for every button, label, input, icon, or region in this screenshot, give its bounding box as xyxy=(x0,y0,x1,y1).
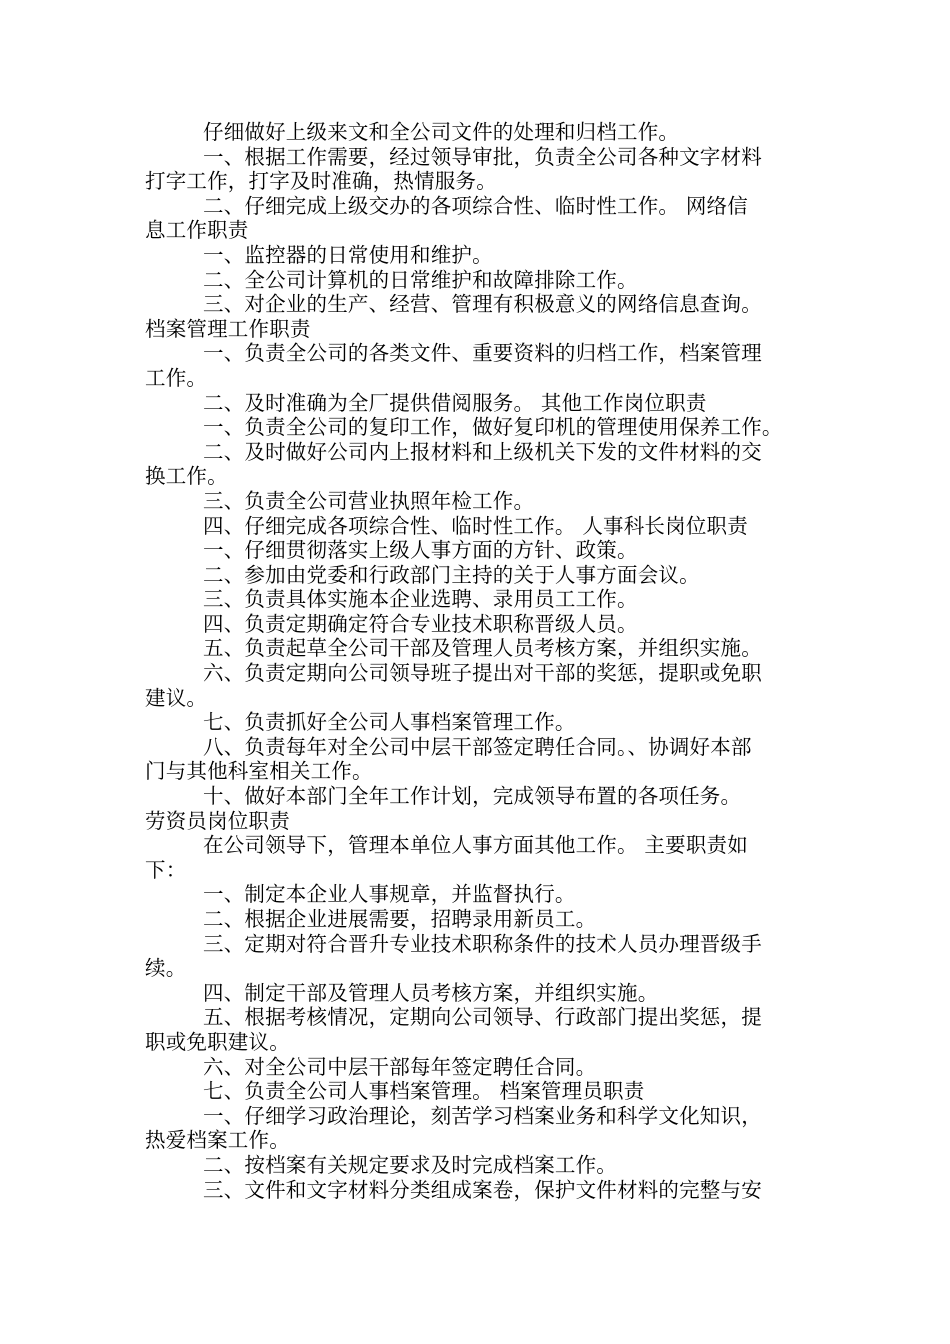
text-line: 七、负责抓好全公司人事档案管理工作。 xyxy=(203,710,576,735)
text-line: 四、仔细完成各项综合性、临时性工作。 人事科长岗位职责 xyxy=(203,513,748,538)
text-line: 二、及时做好公司内上报材料和上级机关下发的文件材料的交 xyxy=(203,439,762,464)
text-line: 八、负责每年对全公司中层干部签定聘任合同。、协调好本部 xyxy=(203,734,752,759)
text-line: 换工作。 xyxy=(145,464,228,489)
text-line: 三、负责具体实施本企业选聘、录用员工工作。 xyxy=(203,587,638,612)
text-line: 一、负责全公司的各类文件、重要资料的归档工作，档案管理 xyxy=(203,341,762,366)
text-line: 六、负责定期向公司领导班子提出对干部的奖惩，提职或免职 xyxy=(203,661,762,686)
text-line: 一、制定本企业人事规章，并监督执行。 xyxy=(203,882,576,907)
text-line: 四、制定干部及管理人员考核方案，并组织实施。 xyxy=(203,980,659,1005)
text-line: 一、仔细贯彻落实上级人事方面的方针、政策。 xyxy=(203,538,638,563)
text-line: 下： xyxy=(145,857,187,882)
text-line: 一、仔细学习政治理论，刻苦学习档案业务和科学文化知识， xyxy=(203,1103,762,1128)
text-line: 一、监控器的日常使用和维护。 xyxy=(203,242,493,267)
text-line: 一、根据工作需要，经过领导审批，负责全公司各种文字材料 xyxy=(203,144,762,169)
text-line: 档案管理工作职责 xyxy=(145,316,311,341)
text-line: 建议。 xyxy=(145,685,208,710)
text-line: 三、文件和文字材料分类组成案卷，保护文件材料的完整与安 xyxy=(203,1177,762,1202)
text-line: 三、对企业的生产、经营、管理有积极意义的网络信息查询。 xyxy=(203,292,762,317)
text-line: 职或免职建议。 xyxy=(145,1029,290,1054)
text-line: 二、全公司计算机的日常维护和故障排除工作。 xyxy=(203,267,638,292)
text-line: 息工作职责 xyxy=(145,218,249,243)
text-line: 五、根据考核情况，定期向公司领导、行政部门提出奖惩，提 xyxy=(203,1005,762,1030)
text-line: 仔细做好上级来文和全公司文件的处理和归档工作。 xyxy=(203,120,680,144)
text-line: 二、仔细完成上级交办的各项综合性、临时性工作。 网络信 xyxy=(203,193,748,218)
text-line: 劳资员岗位职责 xyxy=(145,808,290,833)
text-line: 四、负责定期确定符合专业技术职称晋级人员。 xyxy=(203,611,638,636)
text-line: 十、做好本部门全年工作计划，完成领导布置的各项任务。 xyxy=(203,784,742,809)
text-line: 七、负责全公司人事档案管理。 档案管理员职责 xyxy=(203,1079,645,1104)
text-line: 二、按档案有关规定要求及时完成档案工作。 xyxy=(203,1152,617,1177)
text-line: 二、及时准确为全厂提供借阅服务。 其他工作岗位职责 xyxy=(203,390,707,415)
text-line: 在公司领导下，管理本单位人事方面其他工作。 主要职责如 xyxy=(203,833,748,858)
text-line: 续。 xyxy=(145,956,187,981)
text-line: 打字工作，打字及时准确，热情服务。 xyxy=(145,169,497,194)
text-line: 一、负责全公司的复印工作，做好复印机的管理使用保养工作。 xyxy=(203,415,783,440)
text-line: 门与其他科室相关工作。 xyxy=(145,759,373,784)
text-line: 二、根据企业进展需要，招聘录用新员工。 xyxy=(203,907,597,931)
document-body xyxy=(145,120,817,1202)
text-line: 六、对全公司中层干部每年签定聘任合同。 xyxy=(203,1054,597,1079)
text-line: 五、负责起草全公司干部及管理人员考核方案，并组织实施。 xyxy=(203,636,762,661)
text-line: 三、负责全公司营业执照年检工作。 xyxy=(203,488,535,513)
text-line: 热爱档案工作。 xyxy=(145,1128,290,1153)
text-line: 二、参加由党委和行政部门主持的关于人事方面会议。 xyxy=(203,562,700,587)
text-line: 工作。 xyxy=(145,365,208,390)
text-line: 三、定期对符合晋升专业技术职称条件的技术人员办理晋级手 xyxy=(203,931,762,956)
